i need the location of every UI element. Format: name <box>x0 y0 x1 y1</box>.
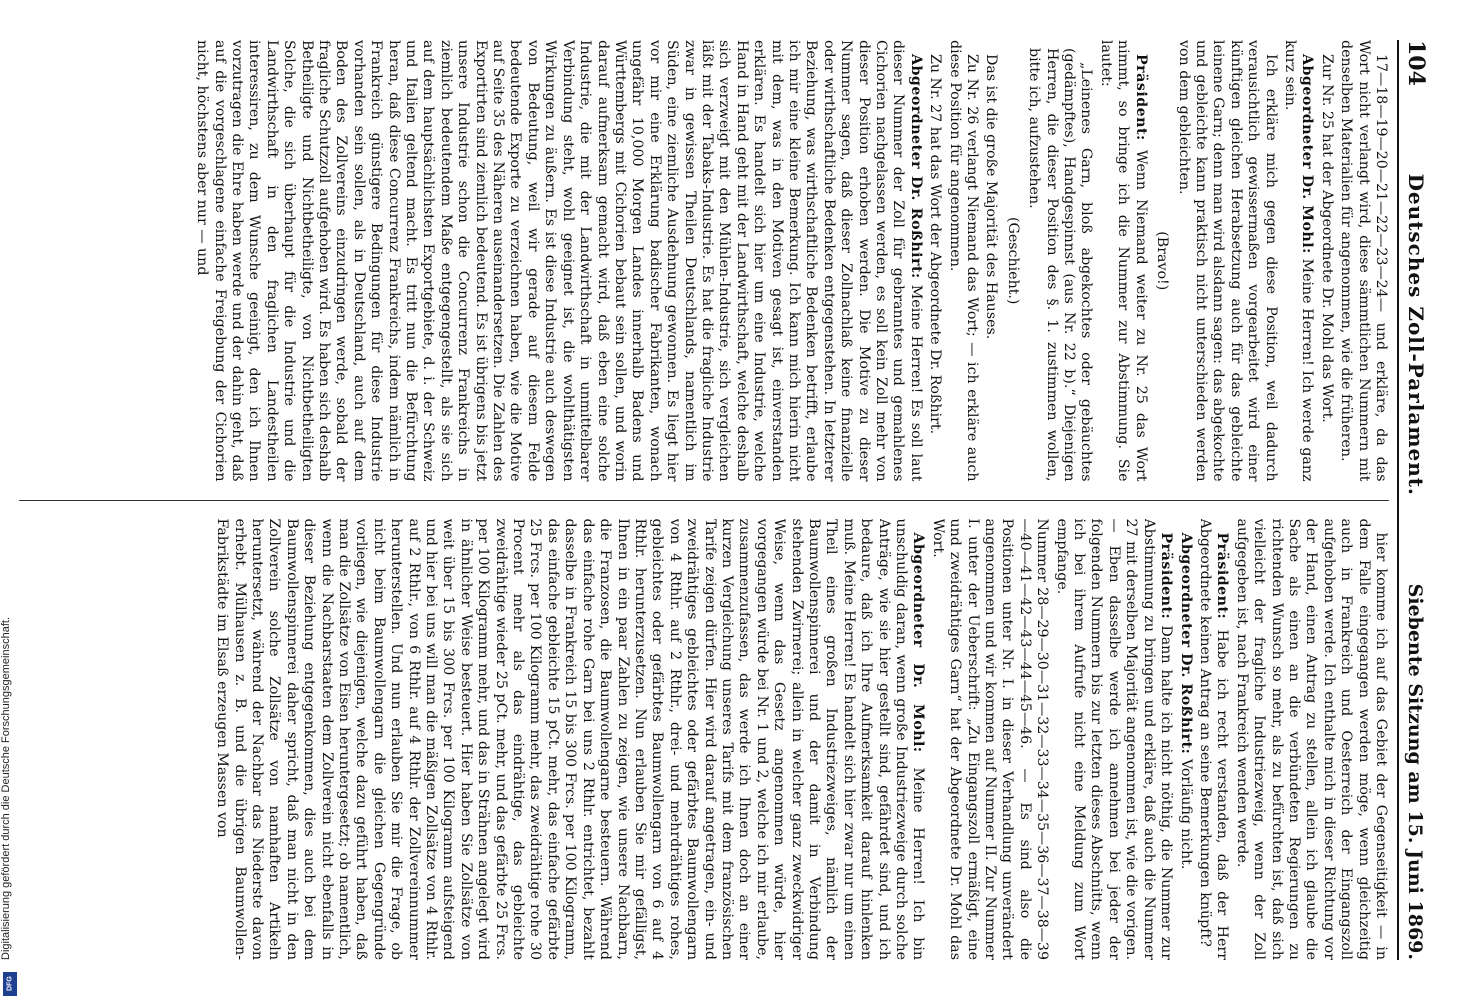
speech <box>1196 519 1231 961</box>
column-right <box>19 519 1389 961</box>
speech-text: Vorläufig nicht. <box>1177 758 1194 870</box>
column-divider <box>19 500 1389 501</box>
text-columns <box>19 40 1389 960</box>
paragraph: Zu Nr. 27 hat das Wort der Abgeordnete Dr. Roßhirt. <box>927 54 944 435</box>
stage-direction: (Geschieht.) <box>1004 217 1021 305</box>
paragraph: hier komme ich auf das Gebiet der Gegenseitigkeit — in dem Falle eingegangen werden möge, wenn gleichzeitig auch in Frankreich und Oesterreich der Eingangszoll aufgehoben werde. Ich enthalte mich in dieser Richtung vor der Hand, einen Antrag zu stellen, allein ich glaube die Sache als einen an die verbündeten Regierungen zu richtenden Wunsch so mehr, als zu befürchten ist, daß sich vielleicht der fragliche Industriezweig, wenn der Zoll aufgegeben ist, nach Frankreich wenden werde. <box>1233 518 1389 960</box>
column-left <box>19 40 1389 482</box>
page-number: 104 <box>1403 40 1429 86</box>
speaker-name: Abgeordneter Dr. Roßhirt: <box>907 54 924 279</box>
publication-title: Deutsches Zoll-Parlament. <box>1404 173 1428 496</box>
speech <box>1281 40 1316 482</box>
speaker-name: Präsident: <box>1132 54 1149 141</box>
speaker-name: Abgeordneter Dr. Mohl: <box>1299 54 1316 254</box>
printed-page <box>15 30 1435 970</box>
paragraph: Zu Nr. 26 verlangt Niemand das Wort; — ich erkläre auch diese Position für angenommen. <box>946 40 981 482</box>
page-header <box>1397 40 1429 960</box>
speech-text: Meine Herren! Es soll laut dieser Nummer der Zoll für gebranntes und gemahlenes Cichorien nachgelassen werden, es soll kein Zoll mehr von dieser Position erhoben werden. Die Motive zu dieser Nummer sagen, daß dieser Zollnachlaß keine finanzielle oder wirthschaftliche Bedenken entgegenstehen. In letzterer Beziehung, was wirthschaftliche Bedenken betrifft, erlaube ich mir eine kleine Bemerkung. Ich kann mich hierin nicht mit dem, was in den Motiven gesagt ist, einverstanden erklären. Es handelt sich hier um eine Industrie, welche Hand in Hand geht mit der Landwirthschaft, welche deshalb sich verzweigt mit den Mühlen-Industrie, sich vergleichen läßt mit der Tabaks-Industrie. Es hat die fragliche Industrie zwar in gewissen Theilen Deutschlands, namentlich im Süden, eine ziemliche Ausdehnung gewonnen. Es liegt hier vor mir eine Erklärung badischer Fabrikanten, wonach ungefähr 10,000 Morgen Landes innerhalb Badens und Württembergs mit Cichorien bebaut sein sollen, und worin darauf aufmerksam gemacht wird, daß eben eine solche Industrie, die mit der Landwirthschaft in unmittelbarer Verbindung steht, wohl geeignet ist, die wohlthätigsten Wirkungen zu äußern. Es ist diese Industrie auch deswegen von Bedeutung, weil wir gerade auf diesem Felde bedeutende Exporte zu verzeichnen haben, wie die Motive auf Seite 35 des Näheren auseinandersetzen. Die Zahlen des Exportirten sind ziemlich bedeutend. Es ist übrigens bis jetzt unsere Industrie schon die Concurrenz Frankreichs in ziemlich bedeutendem Maße entgegengestellt, als sie sich auf dem hauptsächlichsten Exportgebiete, d. i. der Schweiz und Italien geltend macht. Es tritt nun die Befürchtung heran, daß diese Concurrenz Frankreichs, indem nämlich in Frankreich günstigere Bedingungen für diese Industrie vorhanden sein sollen, als in Deutschland, auch auf dem Boden des Zollvereins einzudringen werde, sobald der fragliche Schutzzoll aufgehoben wird. Es haben sich deshalb Betheiligte und Nichtbetheiligte, von Nichtbetheiligten Solche, die sich überhaupt für die Industrie und die Landwirthschaft in den fraglichen Landestheilen interessiren, zu dem Wunsche geeinigt, den ich Ihnen vorzutragen die Ehre haben werde und der dahin geht, daß auf die vorgeschlagene einfache Freigebung der Cichorien nicht, höchstens aber nur — und <box>194 40 924 482</box>
scan-footer <box>2 0 22 1000</box>
paragraph: Nummer 28—29—30—31—32—33—34—35—36—37—38—39—40—41—42—43—44—45—46. — Es sind also die Positionen unter Nr. I. in dieser Verhandlung unverändert angenommen und wir kommen auf Nummer II. Zur Nummer I. unter der Ueberschrift: „Zu Eingangszoll ermäßigt, eine und zweidrähtiges Garn“ hat der Abgeordnete Dr. Mohl das Wort. <box>929 518 1051 960</box>
speech-text: Meine Herren! Ich bin unschuldig daran, wenn große Industriezweige durch solche Anträge, wie sie hier gestellt sind, gefährdet sind, und ich bedaure, daß ich Ihre Aufmerksamkeit darauf hinlenken muß. Meine Herren! Es handelt sich hier zwar nur um einen Theil eines großen Industriezweiges, nämlich der Baumwollenspinnerei und der damit in Verbindung stehenden Zwirnerei; allein in welcher ganz zweckwidriger Weise, wenn das Gesetz angenommen würde, hier vorgegangen würde bei Nr. 1 und 2, welche ich mir erlaube, zusammenzufassen, das werde ich Ihnen doch an einer kurzen Vergleichung unseres Tarifs mit dem französischen Tarife zeigen dürfen. Hier wird darauf angetragen, ein- und zweidrähtiges gebleichtes oder gefärbtes Baumwollengarn von 4 Rthlr. auf 2 Rthlr., drei- und mehrdrähtiges rohes, gebleichtes oder gefärbtes Baumwollengarn von 6 auf 4 Rthlr. herunterzusetzen. Nun erlauben Sie mir gefälligst, Ihnen in ein paar Zahlen zu zeigen, wie unsere Nachbarn, die Franzosen, die Baumwollengarne besteuern. Während das einfache rohe Garn bei uns 2 Rthlr. entrichtet, bezahlt dasselbe in Frankreich 15 bis 300 Frcs. per 100 Kilogramm, das einfache gebleichte 15 pCt. mehr, das einfache gefärbte 25 Frcs. per 100 Kilogramm mehr, das zweidrähtige rohe 30 Procent mehr als das eindrähtige, das gebleichte zweidrähtige wieder 25 pCt. mehr, und das gefärbte 25 Frcs. per 100 Kilogramm mehr, und das in Strähnen angelegt wird in ähnlicher Weise besteuert. Hier haben Sie Zollsätze von weit über 15 bis 300 Frcs. per 100 Kilogramm aufsteigend und hier bei uns will man die mäßigen Zollsätze von 4 Rthlr. auf 2 Rthlr., von 6 Rthlr. auf 4 Rthlr. der Zollvereinnummer herunterstellen. Und nun erlauben Sie mir die Frage, ob nicht beim Baumwollengarn die gleichen Gegengründe vorliegen, wie diejenigen, welche dazu geführt haben, daß man die Zollsätze von Eisen heruntergesetzt; ob namentlich, wenn die Nachbarstaaten dem Zollverein nicht ebenfalls in dieser Beziehung entgegenkommen, dies auch bei dem Baumwollenspinnerei daher spricht, daß man nicht in den Zollverein solche Zollsätze von namhaften Artikeln heruntersetzt, während der Nachbar das Niederste davon erhebt. Mülhausen z. B. und die übrigen Baumwollen-Fabrikstädte im Elsaß erzeugen Massen von <box>214 518 927 960</box>
speaker-name: Abgeordneter Dr. Roßhirt: <box>1177 532 1194 755</box>
speech <box>1052 519 1174 961</box>
speech <box>1176 519 1193 961</box>
paragraph: Ich erkläre mich gegen diese Position, weil dadurch verausichtlich gewissermaßen vorgearbeitet wird einer künftigen gleichen Herabsetzung auch für das gebleichte leinene Garn; denn man wird alsdann sagen: das abgekochte und gebleichte kann praktisch nicht unterschieden werden von dem gebleichten. <box>1175 40 1279 482</box>
dfg-logo: DFG <box>3 972 17 996</box>
speech-text: Habe ich recht verstanden, daß der Herr Abgeordnete keinen Antrag an seine Bemerkungen knüpft? <box>1196 518 1231 960</box>
speaker-name: Präsident: <box>1158 532 1175 620</box>
speech <box>1097 40 1149 482</box>
speech <box>213 519 927 961</box>
session-date: Siebente Sitzung am 15. Juni 1869. <box>1404 583 1426 960</box>
quoted-position: „Leinenes Garn, bloß abgekochtes oder gebäuchtes (gedämpftes), Handgespinnst (aus Nr. 22 b).“ Diejenigen Herren, die dieser Position des §. 1. zustimmen wollen, bitte ich, aufzustehen. <box>1026 48 1095 482</box>
speech-text: Meine Herren! Ich werde ganz kurz sein. <box>1281 40 1316 482</box>
paragraph: Das ist die große Majorität des Hauses. <box>983 54 1000 340</box>
funding-credit: Digitalisierung gefördert durch die Deutsche Forschungsgemeinschaft. <box>0 616 12 960</box>
paragraph: 17—18—19—20—21—22—23—24— und erkläre, da das Wort nicht verlangt wird, diese sämmtlichen Nummern mit denselben Materialien für angenommen, wie die früheren. <box>1338 40 1389 482</box>
paragraph: Zur Nr. 25 hat der Abgeordnete Dr. Mohl das Wort. <box>1318 54 1335 423</box>
speaker-name: Präsident: <box>1214 532 1231 620</box>
speech-text: Wenn Niemand weiter zu Nr. 25 das Wort nimmt, so bringe ich die Nummer zur Abstimmung. Sie lautet: <box>1097 40 1149 482</box>
speech <box>193 40 924 482</box>
speaker-name: Abgeordneter Dr. Mohl: <box>910 532 927 753</box>
stage-direction: (Bravo!) <box>1154 231 1171 291</box>
speech-text: Dann halte ich nicht nöthig, die Nummer zur Abstimmung zu bringen und erkläre, daß auch die Nummer 27 mit derselben Majorität angenommen ist, wie die vorigen. — Eben dasselbe werde ich annehmen bei jeder der folgenden Nummern bis zur letzten dieses Abschnitts, wenn ich bei ihrem Aufrufe nicht eine Meldung zum Wort empfange. <box>1053 518 1175 960</box>
